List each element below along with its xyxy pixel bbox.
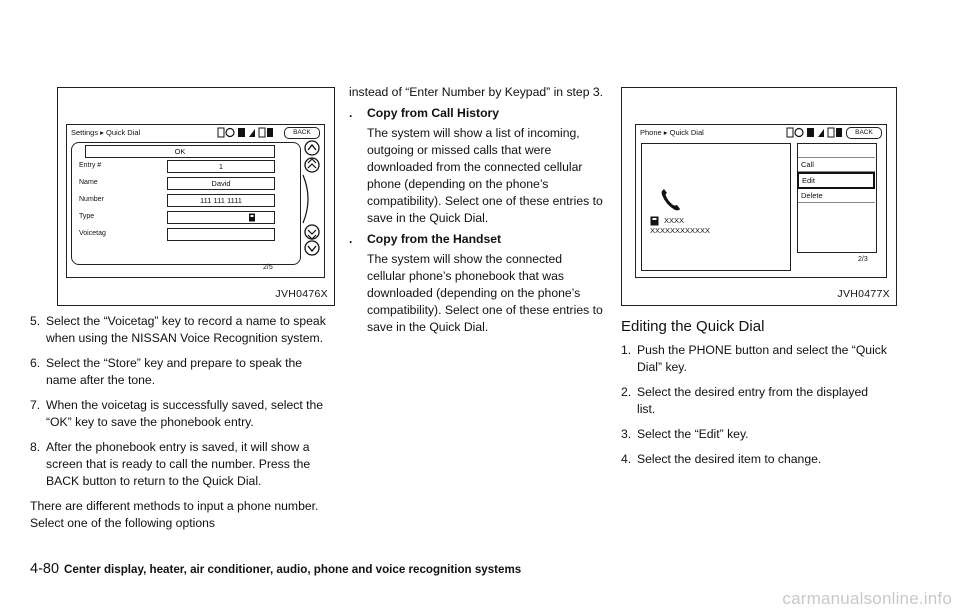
- step-6: [30, 355, 334, 389]
- bullet-heading: Copy from Call History: [367, 106, 500, 120]
- watermark: carmanualsonline.info: [782, 589, 952, 608]
- column-3: [621, 318, 887, 476]
- step-text: Select the “Voicetag” key to record a name to speak when using the NISSAN Voice Recognition system.: [46, 314, 326, 345]
- phone-type-icon: [248, 213, 256, 222]
- scroll-controls[interactable]: [293, 139, 323, 257]
- menu-item-blank: [798, 144, 875, 158]
- page-footer: [30, 561, 521, 577]
- step-text: Select the “Store” key and prepare to speak the name after the tone.: [46, 356, 303, 387]
- page-indicator: 2/3: [858, 256, 868, 263]
- bullet-heading: Copy from the Handset: [367, 232, 502, 246]
- edit-step-1: [621, 342, 887, 376]
- number-field[interactable]: 111 111 1111: [167, 194, 275, 207]
- action-menu: [797, 143, 877, 253]
- step-7: [30, 397, 334, 431]
- screen-title: Settings ▸ Quick Dial: [71, 128, 141, 137]
- back-label: BACK: [293, 129, 311, 136]
- contact-card: [641, 143, 791, 271]
- step-number: 6.: [30, 356, 41, 370]
- step-text: Select the desired item to change.: [637, 452, 822, 466]
- section-heading: Editing the Quick Dial: [621, 318, 765, 335]
- menu-item-delete[interactable]: Delete: [798, 189, 875, 203]
- figure-caption: JVH0477X: [837, 288, 890, 300]
- step-8: [30, 439, 334, 490]
- bullet-text: The system will show the connected cellular phone’s phonebook that was downloaded (depending on the phone’s compatibility). Select one of these entries to save in the Quick Dial.: [367, 252, 603, 334]
- voicetag-field[interactable]: [167, 228, 275, 241]
- step-number: 8.: [30, 440, 41, 454]
- step-text: After the phonebook entry is saved, it will show a screen that is ready to call the number. Press the BACK button to return to the Quick Dial.: [46, 440, 311, 488]
- row-label-voicetag: Voicetag: [79, 230, 106, 237]
- step-text: Push the PHONE button and select the “Quick Dial” key.: [637, 343, 887, 374]
- back-button[interactable]: [284, 127, 320, 139]
- edit-step-2: [621, 384, 887, 418]
- edit-step-4: [621, 451, 887, 468]
- methods-paragraph: There are different methods to input a phone number. Select one of the following options: [30, 499, 319, 530]
- edit-step-3: [621, 426, 887, 443]
- menu-item-edit[interactable]: Edit: [797, 172, 875, 189]
- page-indicator: 2/5: [263, 264, 273, 271]
- step-5: [30, 313, 334, 347]
- status-icons: [786, 127, 846, 138]
- back-button[interactable]: [846, 127, 882, 139]
- bullet-handset: [349, 231, 604, 336]
- back-label: BACK: [855, 129, 873, 136]
- contact-name: XXXX: [664, 216, 685, 225]
- menu-item-call[interactable]: Call: [798, 158, 875, 172]
- step-text: Select the “Edit” key.: [637, 427, 749, 441]
- footer-text: Center display, heater, air conditioner, audio, phone and voice recognition systems: [64, 563, 522, 576]
- ok-button[interactable]: [85, 145, 275, 158]
- step-text: When the voicetag is successfully saved, select the “OK” key to save the phonebook entry.: [46, 398, 324, 429]
- row-label-number: Number: [79, 196, 104, 203]
- figure-quick-dial-screen: [621, 87, 897, 306]
- ok-label: OK: [174, 147, 186, 156]
- step-text: Select the desired entry from the displayed list.: [637, 385, 869, 416]
- figure-caption: JVH0476X: [275, 288, 328, 300]
- bullet-call-history: [349, 105, 604, 227]
- row-label-name: Name: [79, 179, 98, 186]
- row-label-entry: Entry #: [79, 162, 102, 169]
- row-label-type: Type: [79, 213, 95, 220]
- name-field[interactable]: David: [167, 177, 275, 190]
- bullet-dot: .: [349, 232, 353, 246]
- contact-type-icon: [650, 216, 659, 226]
- figure-voicetag-screen: [57, 87, 335, 306]
- display-screen: [635, 124, 887, 278]
- step-number: 4.: [621, 452, 632, 466]
- type-field[interactable]: [167, 211, 275, 224]
- phone-handset-icon: [660, 188, 682, 212]
- screen-title: Phone ▸ Quick Dial: [640, 128, 704, 137]
- bullet-text: The system will show a list of incoming, outgoing or missed calls that were downloaded from the connected cellular phone (depending on the phone’s compatibility). Select one of these entries to save in the Quick Dial.: [367, 126, 603, 225]
- column-1: [30, 313, 334, 532]
- contact-number: XXXXXXXXXXXX: [650, 226, 711, 235]
- step-number: 2.: [621, 385, 632, 399]
- bullet-dot: .: [349, 106, 353, 120]
- display-screen: [66, 124, 325, 278]
- entry-field[interactable]: 1: [167, 160, 275, 173]
- page-number: 4-80: [30, 561, 60, 577]
- continuation-text: instead of “Enter Number by Keypad” in step 3.: [349, 85, 604, 99]
- step-number: 3.: [621, 427, 632, 441]
- status-icons: [217, 127, 281, 138]
- step-number: 5.: [30, 314, 41, 328]
- column-2: [349, 84, 604, 336]
- step-number: 1.: [621, 343, 632, 357]
- step-number: 7.: [30, 398, 41, 412]
